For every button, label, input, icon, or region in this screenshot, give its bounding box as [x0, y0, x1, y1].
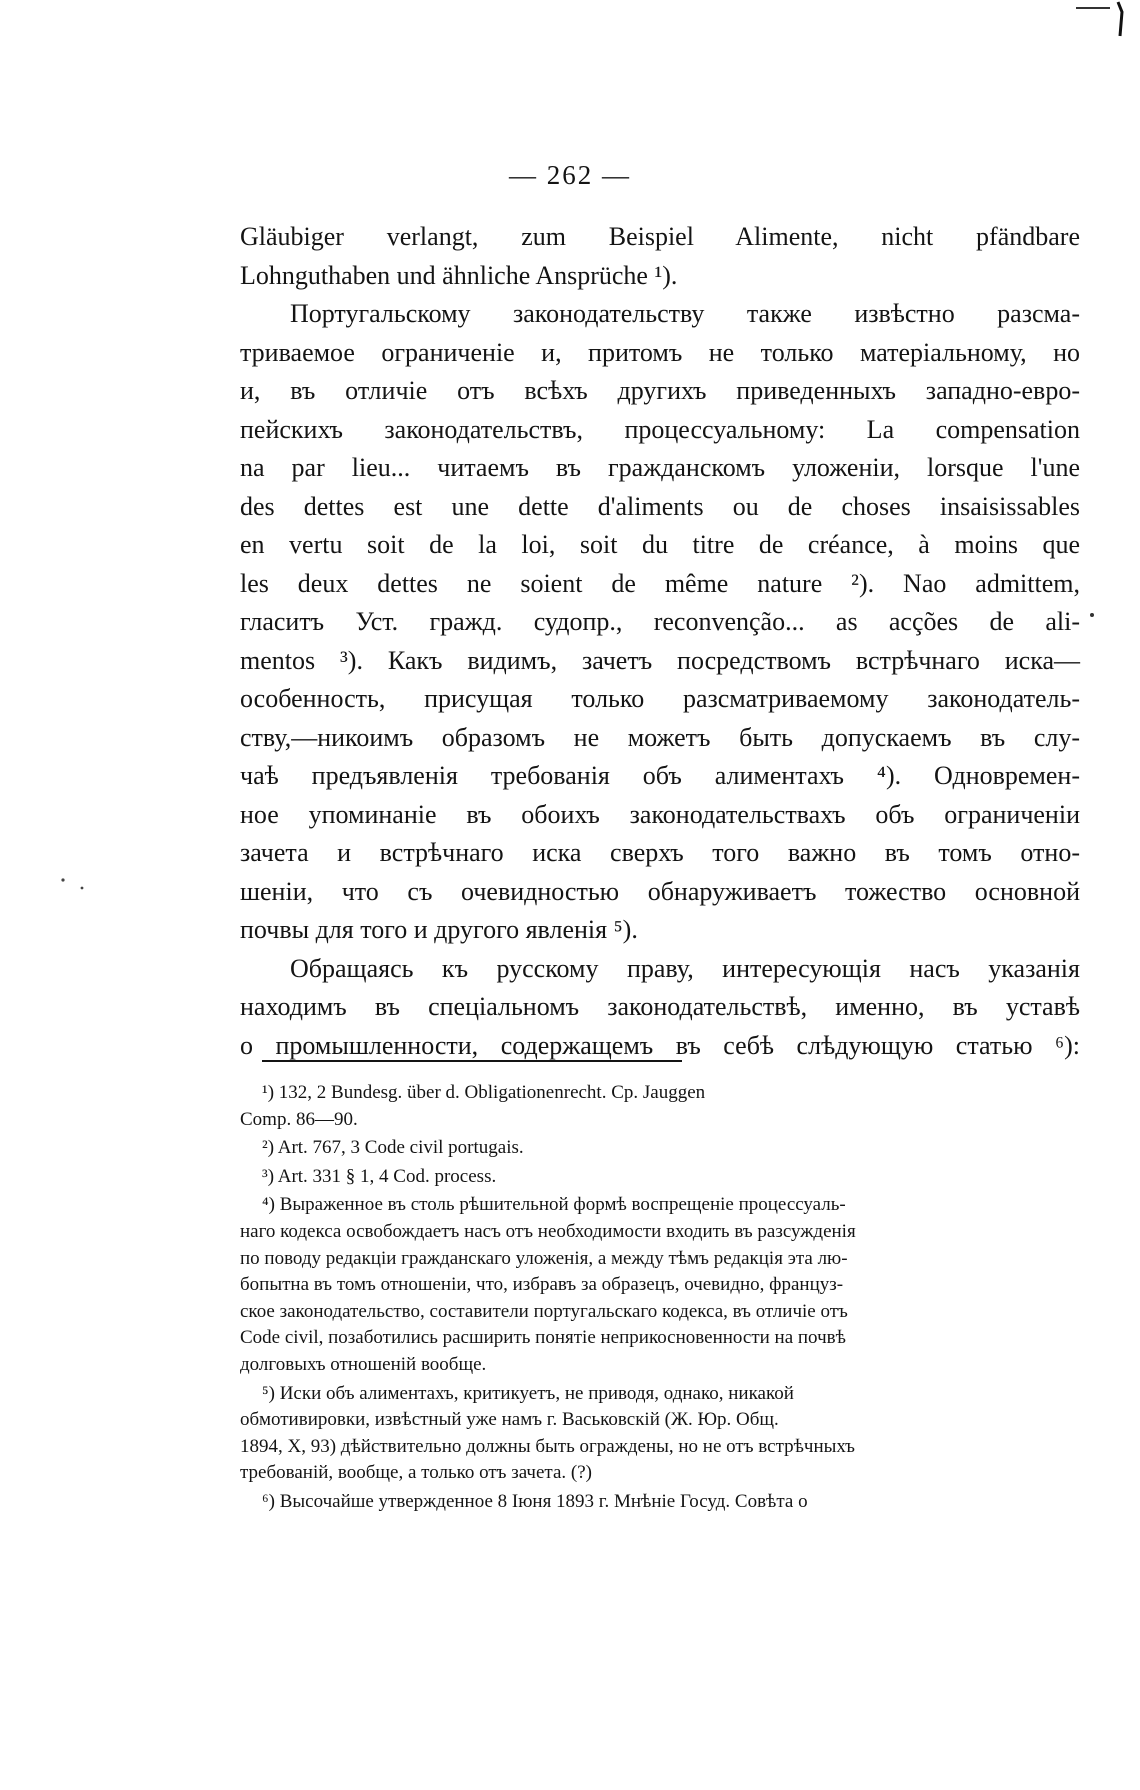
footnote-line: ⁴) Выраженное въ столь рѣшительной формѣ воспрещеніе процессуаль- — [262, 1194, 846, 1216]
text-line: и, въ отличіе отъ всѣхъ другихъ приведенныхъ западно-евро- — [240, 376, 1080, 405]
footnote-line: ⁶) Высочайше утвержденное 8 Іюня 1893 г. Мнѣніе Госуд. Совѣта о — [262, 1490, 808, 1512]
footnote-line: ³) Art. 331 § 1, 4 Cod. process. — [262, 1165, 497, 1187]
footnote-separator — [262, 1060, 682, 1062]
footnote-line: ское законодательство, составители португальскаго кодекса, въ отличіе отъ — [240, 1300, 848, 1322]
footnote-3 — [240, 1164, 1080, 1191]
footnote-line: Comp. 86—90. — [240, 1108, 358, 1130]
footnote-line: ²) Art. 767, 3 Code civil portugais. — [262, 1137, 524, 1159]
text-line: ству,—никоимъ образомъ не можетъ быть допускаемъ въ слу- — [240, 722, 1080, 752]
text-line: особенность, присущая только разсматриваемому законодатель- — [240, 684, 1080, 713]
footnote-line: бопытна въ томъ отношеніи, что, избравъ за образецъ, очевидно, француз- — [240, 1274, 844, 1296]
page-number: — 262 — — [509, 160, 631, 190]
paragraph-1 — [240, 218, 1080, 295]
text-line: чаѣ предъявленія требованія объ алиментахъ ⁴). Одновремен- — [240, 761, 1080, 790]
text-line: Португальскому законодательству также извѣстно разсма- — [290, 299, 1080, 328]
footnote-line: по поводу редакціи гражданскаго уложенія, а между тѣмъ редакція эта лю- — [240, 1247, 848, 1269]
footnote-line: Code civil, позаботились расширить понятіе неприкосновенности на почвѣ — [240, 1327, 846, 1349]
footnote-line: наго кодекса освобождаетъ насъ отъ необходимости входить въ разсужденія — [240, 1220, 856, 1242]
paragraph-3 — [240, 950, 1080, 1066]
page-corner-mark — [1068, 0, 1128, 40]
footnote-line: долговыхъ отношеній вообще. — [240, 1353, 487, 1375]
footnote-4 — [240, 1192, 1080, 1378]
text-line: mentos ³). Какъ видимъ, зачетъ посредствомъ встрѣчнаго иска— — [240, 645, 1080, 675]
text-line: en vertu soit de la loi, soit du titre de créance, à moins que — [240, 530, 1080, 559]
text-line: Gläubiger verlangt, zum Beispiel Alimente, nicht pfändbare — [240, 222, 1080, 251]
footnotes — [240, 1080, 1080, 1518]
text-line: na par lieu... читаемъ въ гражданскомъ уложеніи, lorsque l'une — [240, 453, 1080, 482]
footnote-line: требованій, вообще, а только отъ зачета. (?) — [240, 1462, 592, 1484]
text-line: триваемое ограниченіе и, притомъ не только матеріальному, но — [240, 337, 1080, 367]
text-line: les deux dettes ne soient de même nature ²). Nao admittem, — [240, 568, 1080, 598]
text-line: шеніи, что съ очевидностью обнаруживаетъ тожество основной — [240, 876, 1080, 906]
footnote-line: обмотивировки, извѣстный уже намъ г. Васьковскій (Ж. Юр. Общ. — [240, 1409, 779, 1431]
text-line: пейскихъ законодательствъ, процессуальному: La compensation — [240, 414, 1080, 444]
text-line: о промышленности, содержащемъ въ себѣ слѣдующую статью ⁶): — [240, 1030, 1080, 1060]
text-line: Обращаясь къ русскому праву, интересующія насъ указанія — [290, 953, 1080, 983]
footnote-line: 1894, X, 93) дѣйствительно должны быть ограждены, но не отъ встрѣчныхъ — [240, 1435, 856, 1457]
footnote-6 — [240, 1489, 1080, 1516]
footnote-2 — [240, 1135, 1080, 1162]
text-line: почвы для того и другого явленія ⁵). — [240, 915, 638, 944]
text-line: ное упоминаніе въ обоихъ законодательствахъ объ ограниченіи — [240, 799, 1080, 829]
footnote-5 — [240, 1381, 1080, 1487]
text-line: гласитъ Уст. гражд. судопр., reconvenção... as acções de ali- — [240, 607, 1080, 636]
body-text — [240, 218, 1080, 1065]
text-line: находимъ въ спеціальномъ законодательствѣ, именно, въ уставѣ — [240, 992, 1080, 1021]
text-line: des dettes est une dette d'aliments ou de choses insaisissables — [240, 491, 1080, 521]
text-line: Lohnguthaben und ähnliche Ansprüche ¹). — [240, 260, 678, 290]
footnote-line: ⁵) Иски объ алиментахъ, критикуетъ, не приводя, однако, никакой — [262, 1382, 794, 1404]
footnote-line: ¹) 132, 2 Bundesg. über d. Obligationenrecht. Cp. Jauggen — [262, 1082, 706, 1103]
footnote-1 — [240, 1080, 1080, 1133]
paragraph-2 — [240, 295, 1080, 950]
text-line: зачета и встрѣчнаго иска сверхъ того важно въ томъ отно- — [240, 838, 1080, 867]
